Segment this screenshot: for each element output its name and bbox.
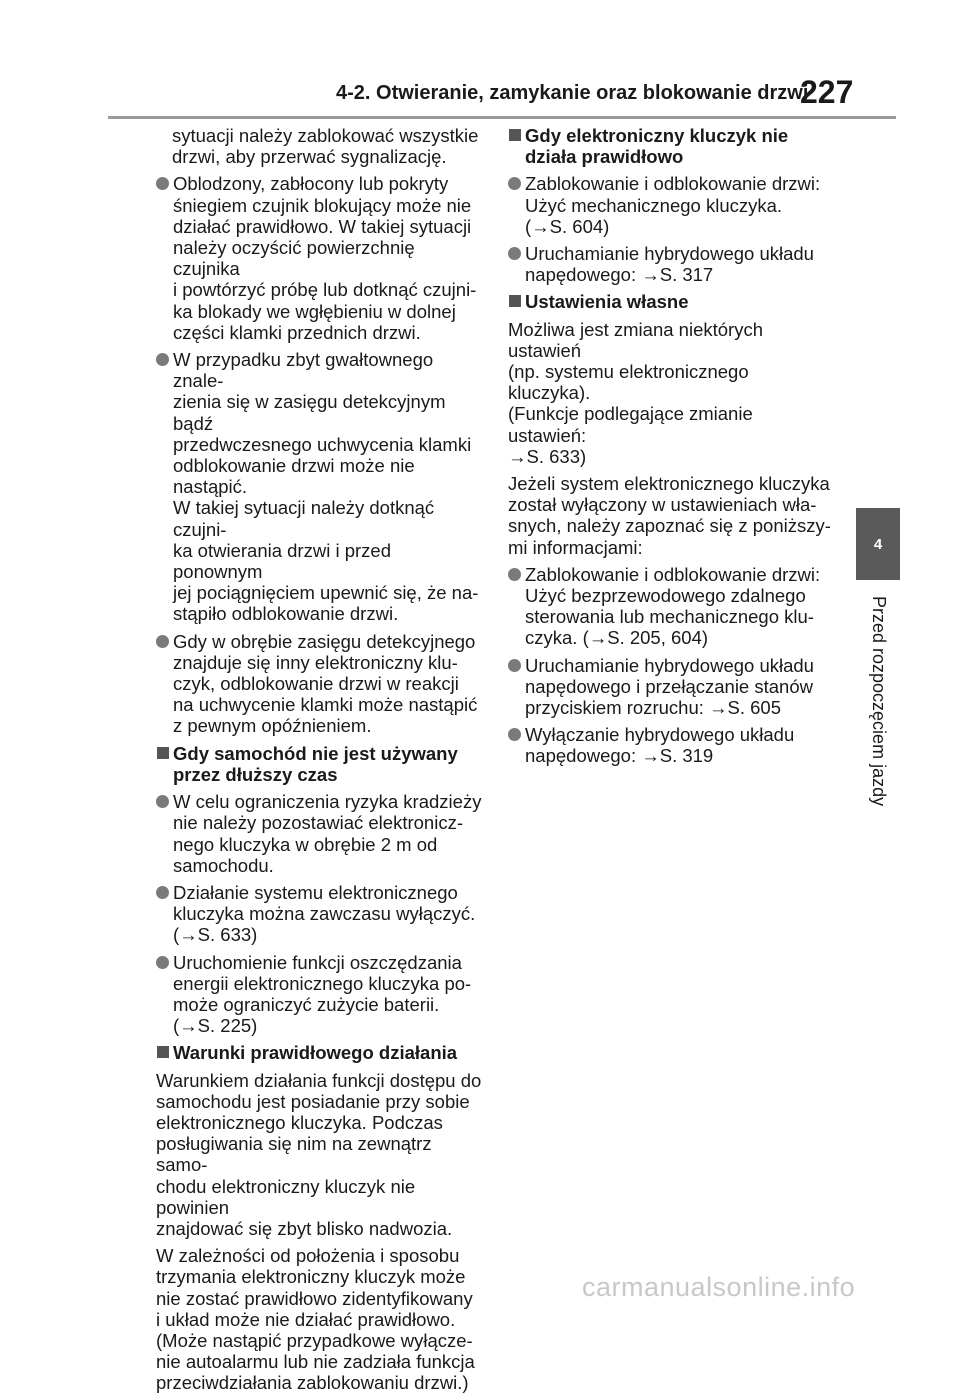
bullet-icon xyxy=(156,177,169,190)
paragraph: W zależności od położenia i sposobu trzymania elektroniczny kluczyk może nie zostać prawidłowo zidentyfikowany i układ może nie działać prawidłowo. (Może nastąpić przypadkowe wyłącze- nie autoalarmu lub nie zadziała funkcja przeciwdziałania zablokowaniu drzwi.) xyxy=(156,1245,475,1394)
bullet-item: Uruchomienie funkcji oszczędzania energii elektronicznego kluczyka po- może ograniczyć zużycie baterii. (→S. 225) xyxy=(156,952,482,1037)
chapter-label: Przed rozpoczęciem jazdy xyxy=(869,596,889,807)
bullet-icon xyxy=(508,728,521,741)
bullet-icon xyxy=(156,956,169,969)
chapter-number: 4 xyxy=(873,535,883,553)
square-icon xyxy=(157,747,169,759)
paragraph: sytuacji należy zablokować wszystkie drzwi, aby przerwać sygnalizację. xyxy=(172,125,479,168)
square-icon xyxy=(157,1046,169,1058)
bullet-item: Oblodzony, zabłocony lub pokryty śniegiem czujnik blokujący może nie działać prawidłowo. W takiej sytuacji należy oczyścić powierzchnię czujnika i powtórzyć próbę lub dotknąć czujni- ka blokady we wgłębieniu w dolnej części klamki przednich drzwi. xyxy=(156,173,482,343)
bullet-item: W przypadku zbyt gwałtownego znale- zienia się w zasięgu detekcyjnym bądź przedwczesnego uchwycenia klamki odblokowanie drzwi może nie nastąpić. W takiej sytuacji należy dotknąć czujni- ka otwierania drzwi i przed ponownym jej pociągnięciem upewnić się, że na- stąpiło odblokowanie drzwi. xyxy=(156,349,482,625)
paragraph: Warunkiem działania funkcji dostępu do samochodu jest posiadanie przy sobie elektronicznego kluczyka. Podczas posługiwania się nim na zewnątrz samo- chodu elektroniczny kluczyk nie powinien znajdować się zbyt blisko nadwozia. xyxy=(156,1069,482,1239)
section-heading: Gdy elektroniczny kluczyk nie działa prawidłowo xyxy=(508,125,834,167)
bullet-item: Uruchamianie hybrydowego układu napędowego i przełączanie stanów przyciskiem rozruchu: →S. 605 xyxy=(508,655,834,719)
chapter-tab[interactable] xyxy=(856,508,900,580)
bullet-icon xyxy=(508,659,521,672)
right-column xyxy=(508,125,834,773)
bullet-item: Zablokowanie i odblokowanie drzwi: Użyć mechanicznego kluczyka. (→S. 604) xyxy=(508,173,834,237)
section-heading: Warunki prawidłowego działania xyxy=(156,1042,482,1063)
bullet-icon xyxy=(156,886,169,899)
bullet-item: Zablokowanie i odblokowanie drzwi: Użyć bezprzewodowego zdalnego sterowania lub mechanicznego klu- czyka. (→S. 205, 604) xyxy=(508,564,834,649)
page-header xyxy=(0,0,960,120)
page-number: 227 xyxy=(800,74,854,110)
header-divider xyxy=(108,116,896,119)
section-heading: Gdy samochód nie jest używany przez dłuższy czas xyxy=(156,743,482,785)
bullet-item: Uruchamianie hybrydowego układu napędowego: →S. 317 xyxy=(508,243,834,285)
bullet-item: Wyłączanie hybrydowego układu napędowego: →S. 319 xyxy=(508,724,834,766)
watermark: carmanualsonline.info xyxy=(582,1272,856,1302)
square-icon xyxy=(509,295,521,307)
square-icon xyxy=(509,129,521,141)
bullet-icon xyxy=(156,635,169,648)
bullet-icon xyxy=(508,177,521,190)
paragraph: Możliwa jest zmiana niektórych ustawień (np. systemu elektronicznego kluczyka). (Funkcje podlegające zmianie ustawień: →S. 633) xyxy=(508,318,763,467)
bullet-icon xyxy=(156,353,169,366)
bullet-icon xyxy=(156,795,169,808)
bullet-item: Działanie systemu elektronicznego kluczyka można zawczasu wyłączyć. (→S. 633) xyxy=(156,882,482,946)
left-column xyxy=(156,125,482,1400)
bullet-item: Gdy w obrębie zasięgu detekcyjnego znajduje się inny elektroniczny klu- czyk, odblokowanie drzwi w reakcji na uchwycenie klamki może nastąpić z pewnym opóźnieniem. xyxy=(156,631,482,737)
paragraph: Jeżeli system elektronicznego kluczyka został wyłączony w ustawieniach wła- snych, należy zapoznać się z poniższy- mi informacjami: xyxy=(508,473,831,558)
bullet-icon xyxy=(508,247,521,260)
bullet-icon xyxy=(508,568,521,581)
bullet-item: W celu ograniczenia ryzyka kradzieży nie należy pozostawiać elektronicz- nego kluczyka w obrębie 2 m od samochodu. xyxy=(156,791,482,876)
section-title: 4-2. Otwieranie, zamykanie oraz blokowanie drzwi xyxy=(336,82,809,104)
section-heading: Ustawienia własne xyxy=(508,291,834,312)
